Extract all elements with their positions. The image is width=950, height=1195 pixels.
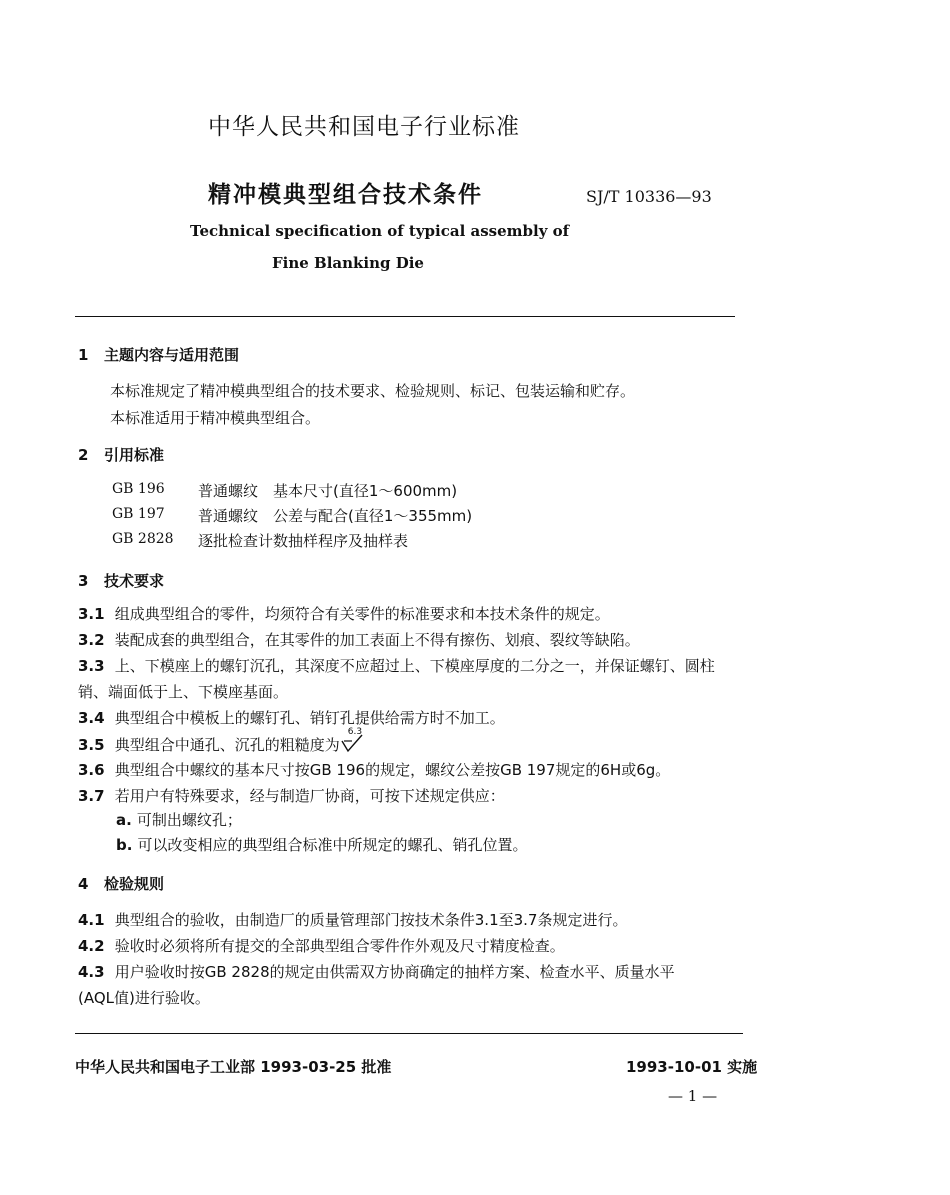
section-number: 1 (78, 346, 89, 364)
reference-name: 普通螺纹 公差与配合(直径1～355mm) (198, 507, 473, 525)
clause-text: 典型组合中模板上的螺钉孔、销钉孔提供给需方时不加工。 (114, 709, 505, 727)
clause-4-1 (78, 909, 627, 930)
item-text: 可制出螺纹孔； (136, 811, 242, 829)
section-3-heading (78, 570, 164, 591)
section-title: 引用标准 (104, 446, 165, 464)
clause-number: 3.7 (78, 787, 105, 805)
clause-4-3 (78, 961, 675, 982)
reference-code: GB 2828 (112, 531, 174, 547)
clause-3-3 (78, 655, 715, 676)
section-4-heading (78, 873, 164, 894)
standard-category-title: 中华人民共和国电子行业标准 (208, 114, 520, 140)
clause-text: 验收时必须将所有提交的全部典型组合零件作外观及尺寸精度检查。 (114, 937, 565, 955)
clause-3-1 (78, 603, 610, 624)
item-label: a. (116, 811, 132, 829)
clause-4-2 (78, 935, 565, 956)
approval-statement: 中华人民共和国电子工业部 1993-03-25 批准 (75, 1058, 392, 1076)
document-title: 精冲模典型组合技术条件 (208, 182, 483, 208)
standard-number: SJ/T 10336—93 (586, 187, 712, 206)
clause-number: 4.3 (78, 963, 105, 981)
section-title: 检验规则 (104, 875, 165, 893)
clause-3-4 (78, 707, 505, 728)
footer-divider (75, 1033, 743, 1034)
section-number: 2 (78, 446, 89, 464)
section-1-paragraph-1: 本标准规定了精冲模典型组合的技术要求、检验规则、标记、包装运输和贮存。 (110, 382, 636, 400)
section-1-paragraph-2: 本标准适用于精冲模典型组合。 (110, 409, 321, 427)
clause-3-7 (78, 785, 505, 806)
section-title: 主题内容与适用范围 (104, 346, 240, 364)
clause-number: 3.3 (78, 657, 105, 675)
section-2-heading (78, 444, 164, 465)
clause-number: 4.1 (78, 911, 105, 929)
surface-roughness-symbol (340, 727, 366, 753)
clause-3-7-item-b (116, 834, 528, 855)
clause-text: 典型组合中通孔、沉孔的粗糙度为 (114, 736, 340, 754)
clause-text: 上、下模座上的螺钉沉孔，其深度不应超过上、下模座厚度的二分之一，并保证螺钉、圆柱 (114, 657, 715, 675)
clause-3-7-item-a (116, 809, 242, 830)
reference-name: 普通螺纹 基本尺寸(直径1～600mm) (198, 482, 458, 500)
clause-number: 4.2 (78, 937, 105, 955)
clause-text: 若用户有特殊要求，经与制造厂协商，可按下述规定供应： (114, 787, 505, 805)
reference-code: GB 197 (112, 506, 165, 522)
item-label: b. (116, 836, 133, 854)
clause-text: 组成典型组合的零件，均须符合有关零件的标准要求和本技术条件的规定。 (114, 605, 610, 623)
clause-text: 用户验收时按GB 2828的规定由供需双方协商确定的抽样方案、检查水平、质量水平 (114, 963, 675, 981)
section-number: 3 (78, 572, 89, 590)
clause-4-3-continuation: (AQL值)进行验收。 (78, 989, 210, 1007)
section-1-heading (78, 344, 239, 365)
clause-number: 3.6 (78, 761, 105, 779)
clause-3-3-continuation: 销、端面低于上、下模座基面。 (78, 683, 289, 701)
english-title-line2: Fine Blanking Die (272, 254, 424, 272)
clause-text: 典型组合中螺纹的基本尺寸按GB 196的规定，螺纹公差按GB 197规定的6H或6g。 (114, 761, 671, 779)
clause-3-5 (78, 727, 366, 755)
clause-number: 3.5 (78, 736, 105, 754)
section-number: 4 (78, 875, 89, 893)
section-title: 技术要求 (104, 572, 165, 590)
clause-text: 典型组合的验收，由制造厂的质量管理部门按技术条件3.1至3.7条规定进行。 (114, 911, 628, 929)
item-text: 可以改变相应的典型组合标准中所规定的螺孔、销孔位置。 (137, 836, 528, 854)
clause-3-2 (78, 629, 640, 650)
clause-number: 3.2 (78, 631, 105, 649)
clause-number: 3.4 (78, 709, 105, 727)
header-divider (75, 316, 735, 317)
implementation-date: 1993-10-01 实施 (626, 1058, 758, 1076)
roughness-value: 6.3 (347, 727, 363, 737)
clause-text: 装配成套的典型组合，在其零件的加工表面上不得有擦伤、划痕、裂纹等缺陷。 (114, 631, 640, 649)
english-title-line1: Technical specification of typical assembly of (190, 222, 570, 240)
clause-3-6 (78, 759, 670, 780)
reference-name: 逐批检查计数抽样程序及抽样表 (198, 532, 409, 550)
clause-number: 3.1 (78, 605, 105, 623)
page-number: — 1 — (668, 1087, 718, 1105)
reference-code: GB 196 (112, 481, 165, 497)
